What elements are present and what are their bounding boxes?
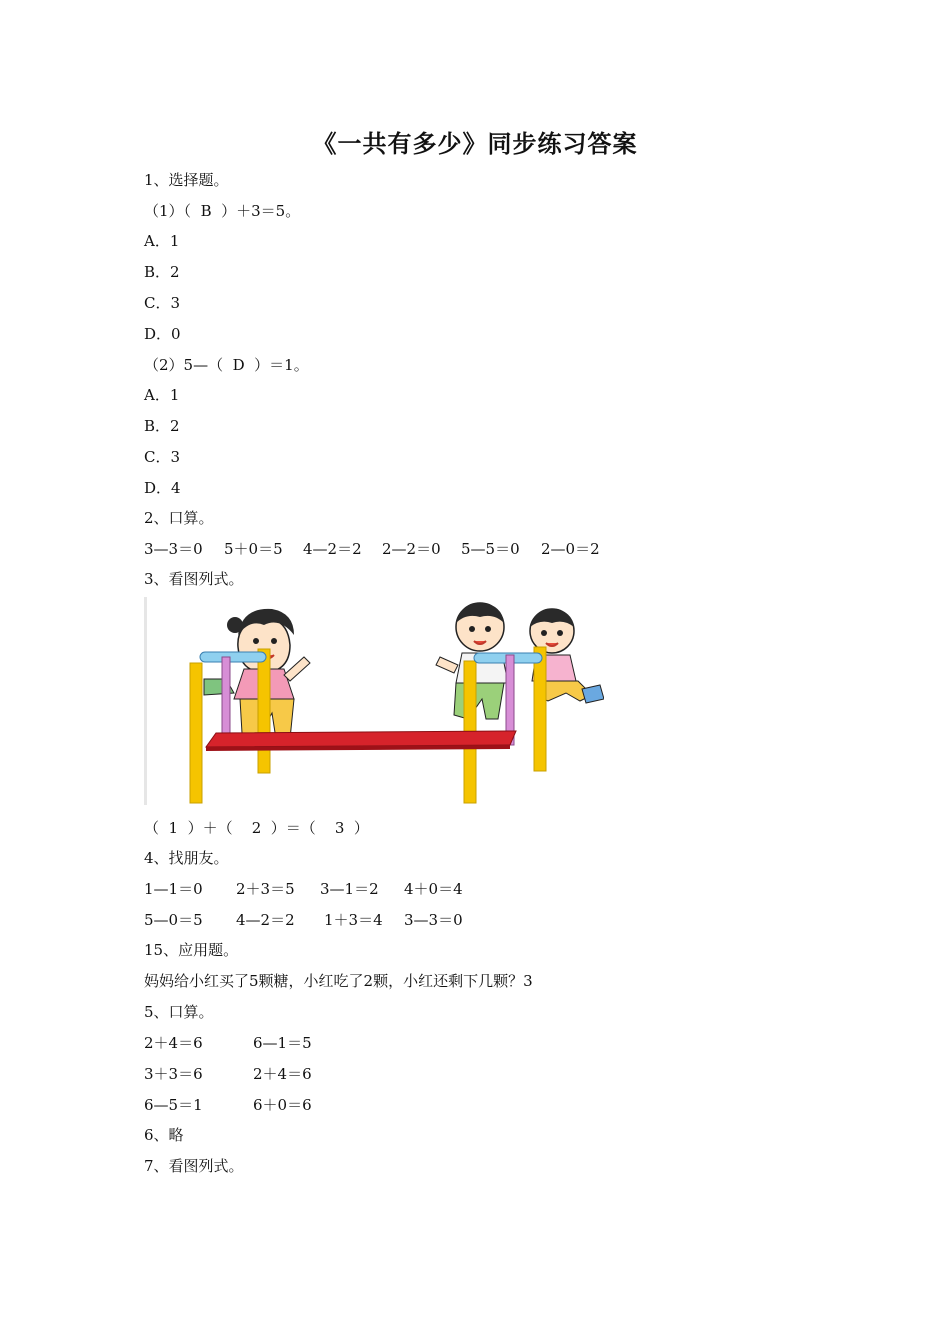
q4-row-2 xyxy=(144,910,463,930)
q5-row-3 xyxy=(144,1095,312,1115)
q1-sub2-option-a: A．1 xyxy=(144,386,180,404)
q2-item: 4—2＝2 xyxy=(303,540,362,558)
q5-item: 2＋4＝6 xyxy=(253,1065,312,1083)
q15-heading: 15、应用题。 xyxy=(144,941,239,959)
q2-heading: 2、口算。 xyxy=(144,509,214,527)
q1-heading: 1、选择题。 xyxy=(144,171,229,189)
q4-item: 4＋0＝4 xyxy=(404,880,463,898)
q1-sub1-option-b: B．2 xyxy=(144,263,180,281)
q5-item: 2＋4＝6 xyxy=(144,1034,203,1052)
q4-item: 2＋3＝5 xyxy=(236,880,295,898)
q4-item: 1—1＝0 xyxy=(144,880,203,898)
q6-heading: 6、略 xyxy=(144,1126,184,1144)
q4-item: 5—0＝5 xyxy=(144,911,203,929)
q5-row-1 xyxy=(144,1033,312,1053)
q5-heading: 5、口算。 xyxy=(144,1003,214,1021)
q1-sub2-option-b: B．2 xyxy=(144,417,180,435)
q3-heading: 3、看图列式。 xyxy=(144,570,244,588)
q5-item: 6＋0＝6 xyxy=(253,1096,312,1114)
q1-sub2-option-c: C．3 xyxy=(144,448,181,466)
q5-item: 6—1＝5 xyxy=(253,1034,312,1052)
q2-item: 5＋0＝5 xyxy=(224,540,283,558)
q1-sub1-option-c: C．3 xyxy=(144,294,181,312)
q15-text: 妈妈给小红买了5颗糖，小红吃了2颗，小红还剩下几颗？3 xyxy=(144,972,533,990)
q2-item: 2—0＝2 xyxy=(541,540,600,558)
q4-item: 4—2＝2 xyxy=(236,911,295,929)
q4-row-1 xyxy=(144,879,463,899)
q2-calculations xyxy=(144,539,600,559)
q1-sub2-option-d: D．4 xyxy=(144,479,181,497)
q1-sub1-option-d: D．0 xyxy=(144,325,181,343)
q7-heading: 7、看图列式。 xyxy=(144,1157,244,1175)
q1-sub1-stem: （1）（ B ）＋3＝5。 xyxy=(144,202,301,220)
q4-item: 3—1＝2 xyxy=(320,880,379,898)
q1-sub2-stem: （2）5—（ D ）＝1。 xyxy=(144,356,309,374)
q1-sub1-option-a: A．1 xyxy=(144,232,180,250)
q3-answer: （ 1 ）＋（ 2 ）＝（ 3 ） xyxy=(144,819,369,837)
q2-item: 5—5＝0 xyxy=(461,540,520,558)
q5-item: 6—5＝1 xyxy=(144,1096,203,1114)
children-on-balance-beam-illustration xyxy=(144,597,604,805)
q4-item: 1＋3＝4 xyxy=(324,911,383,929)
q5-row-2 xyxy=(144,1064,312,1084)
page-title: 《一共有多少》同步练习答案 xyxy=(312,130,638,158)
q4-heading: 4、找朋友。 xyxy=(144,849,229,867)
q2-item: 3—3＝0 xyxy=(144,540,203,558)
q4-item: 3—3＝0 xyxy=(404,911,463,929)
q2-item: 2—2＝0 xyxy=(382,540,441,558)
q5-item: 3＋3＝6 xyxy=(144,1065,203,1083)
